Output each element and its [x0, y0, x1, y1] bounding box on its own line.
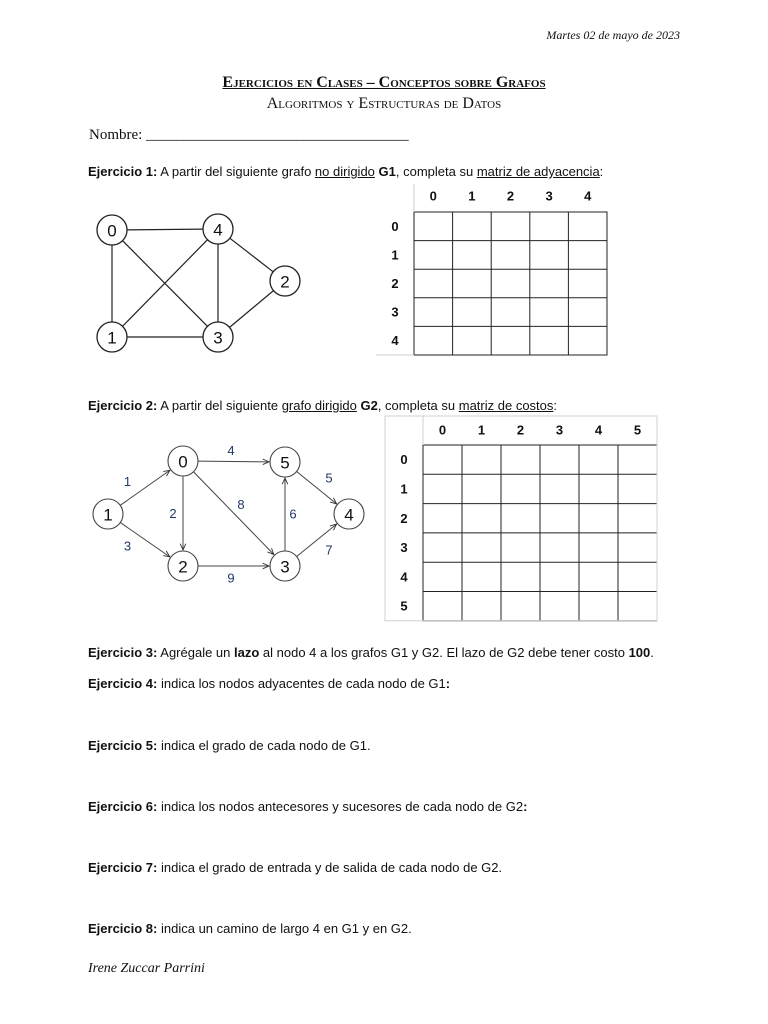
exercise-5: [88, 738, 371, 753]
g2-edge-cost: 7: [325, 542, 333, 558]
g1-node-label-1: 1: [107, 328, 117, 348]
exercise-2-text: A partir del siguiente: [157, 398, 282, 413]
matrix1-row-header: 0: [391, 218, 399, 234]
exercise-1-colon: :: [599, 164, 604, 179]
exercise-1-matrix-name: matriz de adyacencia: [476, 164, 600, 179]
g2-edge-cost: 5: [325, 470, 333, 486]
exercise-7-text: indica el grado de entrada y de salida de cada nodo de G2.: [157, 860, 503, 875]
exercise-2-keyword: grafo dirigido: [281, 398, 357, 413]
matrix1-row-header: 1: [391, 247, 399, 263]
matrix1-col-header: 4: [584, 188, 592, 204]
g2-edge-cost: 9: [227, 570, 235, 586]
graph-g1: [97, 214, 300, 352]
g1-node-label-0: 0: [107, 221, 117, 241]
exercise-3-period: .: [650, 645, 654, 660]
g1-edge-4-2: [230, 238, 273, 272]
g1-node-label-4: 4: [213, 220, 223, 240]
g1-node-label-3: 3: [213, 328, 223, 348]
exercise-2-text-2: , completa su: [377, 398, 459, 413]
matrix2-outer: [385, 416, 657, 621]
exercise-8: [88, 921, 412, 936]
adjacency-matrix: [376, 184, 607, 355]
matrix2-row-header: 4: [400, 569, 408, 585]
matrix1-col-header: 0: [429, 188, 437, 204]
exercise-7-label: Ejercicio 7:: [88, 860, 158, 875]
g2-node-label-3: 3: [280, 557, 290, 577]
matrix2-col-header: 1: [477, 422, 486, 438]
author-footer: Irene Zuccar Parrini: [88, 961, 205, 976]
matrix2-col-header: 0: [438, 422, 447, 438]
exercise-2: [88, 398, 557, 413]
matrix1-col-header: 1: [468, 188, 476, 204]
page-title: Ejercicios en Clases – Conceptos sobre Grafos: [222, 74, 546, 91]
exercise-5-text: indica el grado de cada nodo de G1.: [157, 738, 371, 753]
exercise-3-cost: 100: [628, 645, 651, 660]
exercise-3: [88, 645, 654, 660]
matrix2-col-header: 2: [516, 422, 525, 438]
matrix2-row-header: 0: [400, 452, 408, 468]
g2-edge-cost: 8: [237, 497, 245, 512]
exercise-6-colon: :: [523, 799, 528, 814]
exercise-1-keyword: no dirigido: [314, 164, 375, 179]
exercise-3-keyword: lazo: [234, 645, 260, 660]
g2-node-label-4: 4: [344, 505, 354, 525]
matrix1-col-header: 2: [506, 188, 515, 204]
matrix1-row-header: 2: [391, 276, 399, 291]
g1-edge-2-3: [230, 291, 274, 328]
exercise-1-text: A partir del siguiente grafo: [157, 164, 315, 179]
g2-edge-cost: 1: [123, 474, 132, 489]
exercise-5-label: Ejercicio 5:: [88, 738, 158, 753]
matrix2-col-header: 3: [555, 422, 564, 438]
exercise-2-graph-name: G2: [360, 398, 378, 413]
exercise-7: [88, 860, 502, 875]
exercise-8-label: Ejercicio 8:: [88, 921, 158, 936]
exercise-6: [88, 799, 527, 814]
cost-matrix: [385, 416, 657, 621]
g2-edge-cost: 3: [123, 538, 132, 554]
exercise-2-label: Ejercicio 2:: [88, 398, 158, 413]
g1-node-label-2: 2: [280, 272, 290, 292]
exercise-3-text: Agrégale un: [157, 645, 234, 660]
exercise-2-colon: :: [553, 398, 558, 413]
matrix1-grid: [414, 212, 607, 355]
matrix2-col-header: 5: [633, 422, 642, 438]
matrix1-row-header: 3: [391, 304, 399, 320]
graph-g2: [93, 443, 364, 586]
g2-edge-cost: 4: [227, 443, 235, 458]
exercise-3-text-2: al nodo 4 a los grafos G1 y G2. El lazo de G2 debe tener costo: [259, 645, 629, 660]
name-line: ___________________________________: [146, 127, 409, 143]
g1-edge-0-4: [127, 229, 203, 230]
g2-edge-0-5: [198, 461, 269, 462]
matrix2-row-header: 3: [400, 540, 408, 556]
exercise-4-label: Ejercicio 4:: [88, 676, 158, 691]
date: Martes 02 de mayo de 2023: [546, 28, 680, 42]
exercise-3-label: Ejercicio 3:: [88, 645, 158, 660]
g2-edge-cost: 2: [169, 506, 177, 521]
exercise-6-label: Ejercicio 6:: [88, 799, 158, 814]
exercise-1-text-2: , completa su: [395, 164, 477, 179]
exercise-2-matrix-name: matriz de costos: [458, 398, 554, 413]
g2-node-label-1: 1: [103, 505, 113, 525]
g2-edge-0-3: [193, 472, 273, 555]
matrix2-col-header: 4: [594, 422, 603, 438]
name-label: Nombre:: [89, 127, 143, 143]
matrix1-row-header: 4: [391, 333, 399, 349]
exercise-4-colon: :: [445, 676, 451, 691]
g2-node-label-5: 5: [280, 453, 290, 473]
page-subtitle: Algoritmos y Estructuras de Datos: [266, 95, 502, 112]
matrix2-row-header: 5: [400, 598, 408, 614]
exercise-4-text: indica los nodos adyacentes de cada nodo de G1: [157, 676, 446, 691]
g2-node-label-2: 2: [178, 557, 188, 577]
g2-node-label-0: 0: [178, 452, 188, 472]
matrix1-col-header: 3: [545, 188, 553, 204]
exercise-8-text: indica un camino de largo 4 en G1 y en G2.: [157, 921, 412, 936]
g2-edge-cost: 6: [289, 506, 297, 522]
matrix2-row-header: 2: [400, 510, 408, 526]
exercise-1-graph-name: G1: [378, 164, 396, 179]
exercise-6-text: indica los nodos antecesores y sucesores de cada nodo de G2: [157, 799, 524, 814]
matrix2-row-header: 1: [400, 481, 408, 497]
exercise-1-label: Ejercicio 1:: [88, 164, 158, 179]
exercise-4: [88, 676, 450, 691]
